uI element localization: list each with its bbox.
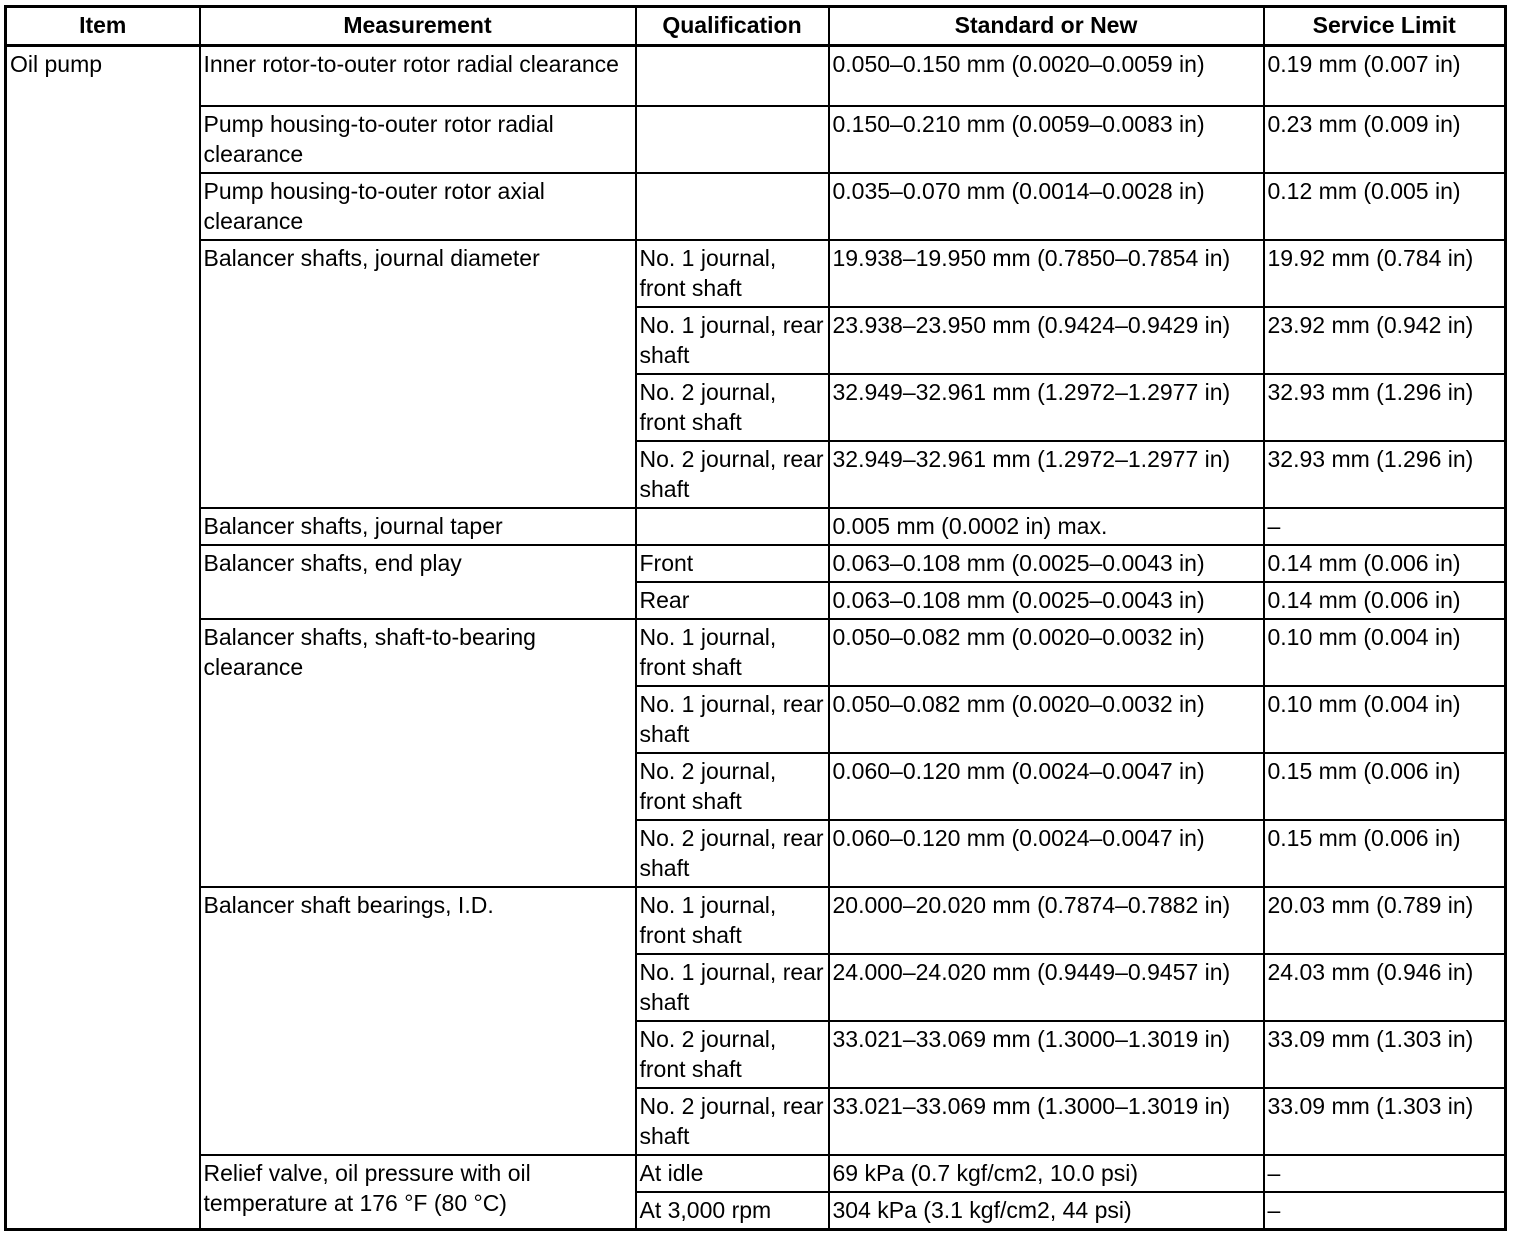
measurement-cell: Pump housing-to-outer rotor radial clearance xyxy=(200,106,636,173)
standard-cell: 0.005 mm (0.0002 in) max. xyxy=(829,508,1264,545)
limit-cell: 33.09 mm (1.303 in) xyxy=(1264,1021,1506,1088)
standard-cell: 0.063–0.108 mm (0.0025–0.0043 in) xyxy=(829,582,1264,619)
limit-cell: 0.15 mm (0.006 in) xyxy=(1264,820,1506,887)
measurement-cell: Pump housing-to-outer rotor axial clearance xyxy=(200,173,636,240)
standard-cell: 69 kPa (0.7 kgf/cm2, 10.0 psi) xyxy=(829,1155,1264,1192)
qualification-cell xyxy=(636,46,829,106)
measurement-cell: Balancer shaft bearings, I.D. xyxy=(200,887,636,1155)
item-cell: Oil pump xyxy=(6,46,200,1230)
limit-cell: 0.14 mm (0.006 in) xyxy=(1264,582,1506,619)
standard-cell: 0.063–0.108 mm (0.0025–0.0043 in) xyxy=(829,545,1264,582)
table-body xyxy=(6,46,1506,1230)
table-row xyxy=(6,106,1506,173)
spec-table xyxy=(4,5,1507,1231)
standard-cell: 23.938–23.950 mm (0.9424–0.9429 in) xyxy=(829,307,1264,374)
qualification-cell: No. 2 journal, front shaft xyxy=(636,374,829,441)
qualification-cell: No. 1 journal, rear shaft xyxy=(636,954,829,1021)
header-row xyxy=(6,7,1506,46)
limit-cell: 0.10 mm (0.004 in) xyxy=(1264,619,1506,686)
table-row xyxy=(6,887,1506,954)
limit-cell: – xyxy=(1264,1155,1506,1192)
standard-cell: 0.150–0.210 mm (0.0059–0.0083 in) xyxy=(829,106,1264,173)
limit-cell: 0.12 mm (0.005 in) xyxy=(1264,173,1506,240)
qualification-cell: No. 1 journal, front shaft xyxy=(636,240,829,307)
table-row xyxy=(6,240,1506,307)
measurement-cell: Balancer shafts, journal diameter xyxy=(200,240,636,508)
limit-cell: 0.19 mm (0.007 in) xyxy=(1264,46,1506,106)
standard-cell: 0.060–0.120 mm (0.0024–0.0047 in) xyxy=(829,820,1264,887)
standard-cell: 32.949–32.961 mm (1.2972–1.2977 in) xyxy=(829,441,1264,508)
header-service-limit: Service Limit xyxy=(1264,7,1506,46)
qualification-cell xyxy=(636,106,829,173)
standard-cell: 20.000–20.020 mm (0.7874–0.7882 in) xyxy=(829,887,1264,954)
standard-cell: 33.021–33.069 mm (1.3000–1.3019 in) xyxy=(829,1021,1264,1088)
qualification-cell: At 3,000 rpm xyxy=(636,1192,829,1230)
measurement-cell: Relief valve, oil pressure with oil temperature at 176 °F (80 °C) xyxy=(200,1155,636,1230)
table-row xyxy=(6,545,1506,582)
qualification-cell: No. 2 journal, front shaft xyxy=(636,753,829,820)
standard-cell: 304 kPa (3.1 kgf/cm2, 44 psi) xyxy=(829,1192,1264,1230)
qualification-cell: No. 2 journal, rear shaft xyxy=(636,820,829,887)
qualification-cell: No. 2 journal, rear shaft xyxy=(636,1088,829,1155)
standard-cell: 0.050–0.082 mm (0.0020–0.0032 in) xyxy=(829,619,1264,686)
table-row xyxy=(6,619,1506,686)
measurement-cell: Balancer shafts, end play xyxy=(200,545,636,619)
limit-cell: 0.15 mm (0.006 in) xyxy=(1264,753,1506,820)
qualification-cell: At idle xyxy=(636,1155,829,1192)
limit-cell: 23.92 mm (0.942 in) xyxy=(1264,307,1506,374)
standard-cell: 19.938–19.950 mm (0.7850–0.7854 in) xyxy=(829,240,1264,307)
header-measurement: Measurement xyxy=(200,7,636,46)
qualification-cell xyxy=(636,173,829,240)
measurement-cell: Balancer shafts, journal taper xyxy=(200,508,636,545)
table-row xyxy=(6,1155,1506,1192)
measurement-cell: Balancer shafts, shaft-to-bearing clearance xyxy=(200,619,636,887)
header-standard: Standard or New xyxy=(829,7,1264,46)
limit-cell: – xyxy=(1264,1192,1506,1230)
qualification-cell: No. 1 journal, rear shaft xyxy=(636,307,829,374)
qualification-cell: No. 1 journal, rear shaft xyxy=(636,686,829,753)
header-qualification: Qualification xyxy=(636,7,829,46)
qualification-cell: Front xyxy=(636,545,829,582)
limit-cell: 32.93 mm (1.296 in) xyxy=(1264,441,1506,508)
qualification-cell: No. 2 journal, rear shaft xyxy=(636,441,829,508)
standard-cell: 33.021–33.069 mm (1.3000–1.3019 in) xyxy=(829,1088,1264,1155)
standard-cell: 32.949–32.961 mm (1.2972–1.2977 in) xyxy=(829,374,1264,441)
limit-cell: 0.23 mm (0.009 in) xyxy=(1264,106,1506,173)
standard-cell: 24.000–24.020 mm (0.9449–0.9457 in) xyxy=(829,954,1264,1021)
qualification-cell: No. 2 journal, front shaft xyxy=(636,1021,829,1088)
table-row xyxy=(6,173,1506,240)
qualification-cell: No. 1 journal, front shaft xyxy=(636,619,829,686)
limit-cell: – xyxy=(1264,508,1506,545)
standard-cell: 0.050–0.082 mm (0.0020–0.0032 in) xyxy=(829,686,1264,753)
qualification-cell: Rear xyxy=(636,582,829,619)
table-row xyxy=(6,508,1506,545)
standard-cell: 0.050–0.150 mm (0.0020–0.0059 in) xyxy=(829,46,1264,106)
limit-cell: 0.10 mm (0.004 in) xyxy=(1264,686,1506,753)
limit-cell: 32.93 mm (1.296 in) xyxy=(1264,374,1506,441)
measurement-cell: Inner rotor-to-outer rotor radial clearance xyxy=(200,46,636,106)
limit-cell: 33.09 mm (1.303 in) xyxy=(1264,1088,1506,1155)
limit-cell: 24.03 mm (0.946 in) xyxy=(1264,954,1506,1021)
limit-cell: 19.92 mm (0.784 in) xyxy=(1264,240,1506,307)
table-row xyxy=(6,46,1506,106)
header-item: Item xyxy=(6,7,200,46)
qualification-cell: No. 1 journal, front shaft xyxy=(636,887,829,954)
standard-cell: 0.060–0.120 mm (0.0024–0.0047 in) xyxy=(829,753,1264,820)
limit-cell: 20.03 mm (0.789 in) xyxy=(1264,887,1506,954)
qualification-cell xyxy=(636,508,829,545)
standard-cell: 0.035–0.070 mm (0.0014–0.0028 in) xyxy=(829,173,1264,240)
limit-cell: 0.14 mm (0.006 in) xyxy=(1264,545,1506,582)
